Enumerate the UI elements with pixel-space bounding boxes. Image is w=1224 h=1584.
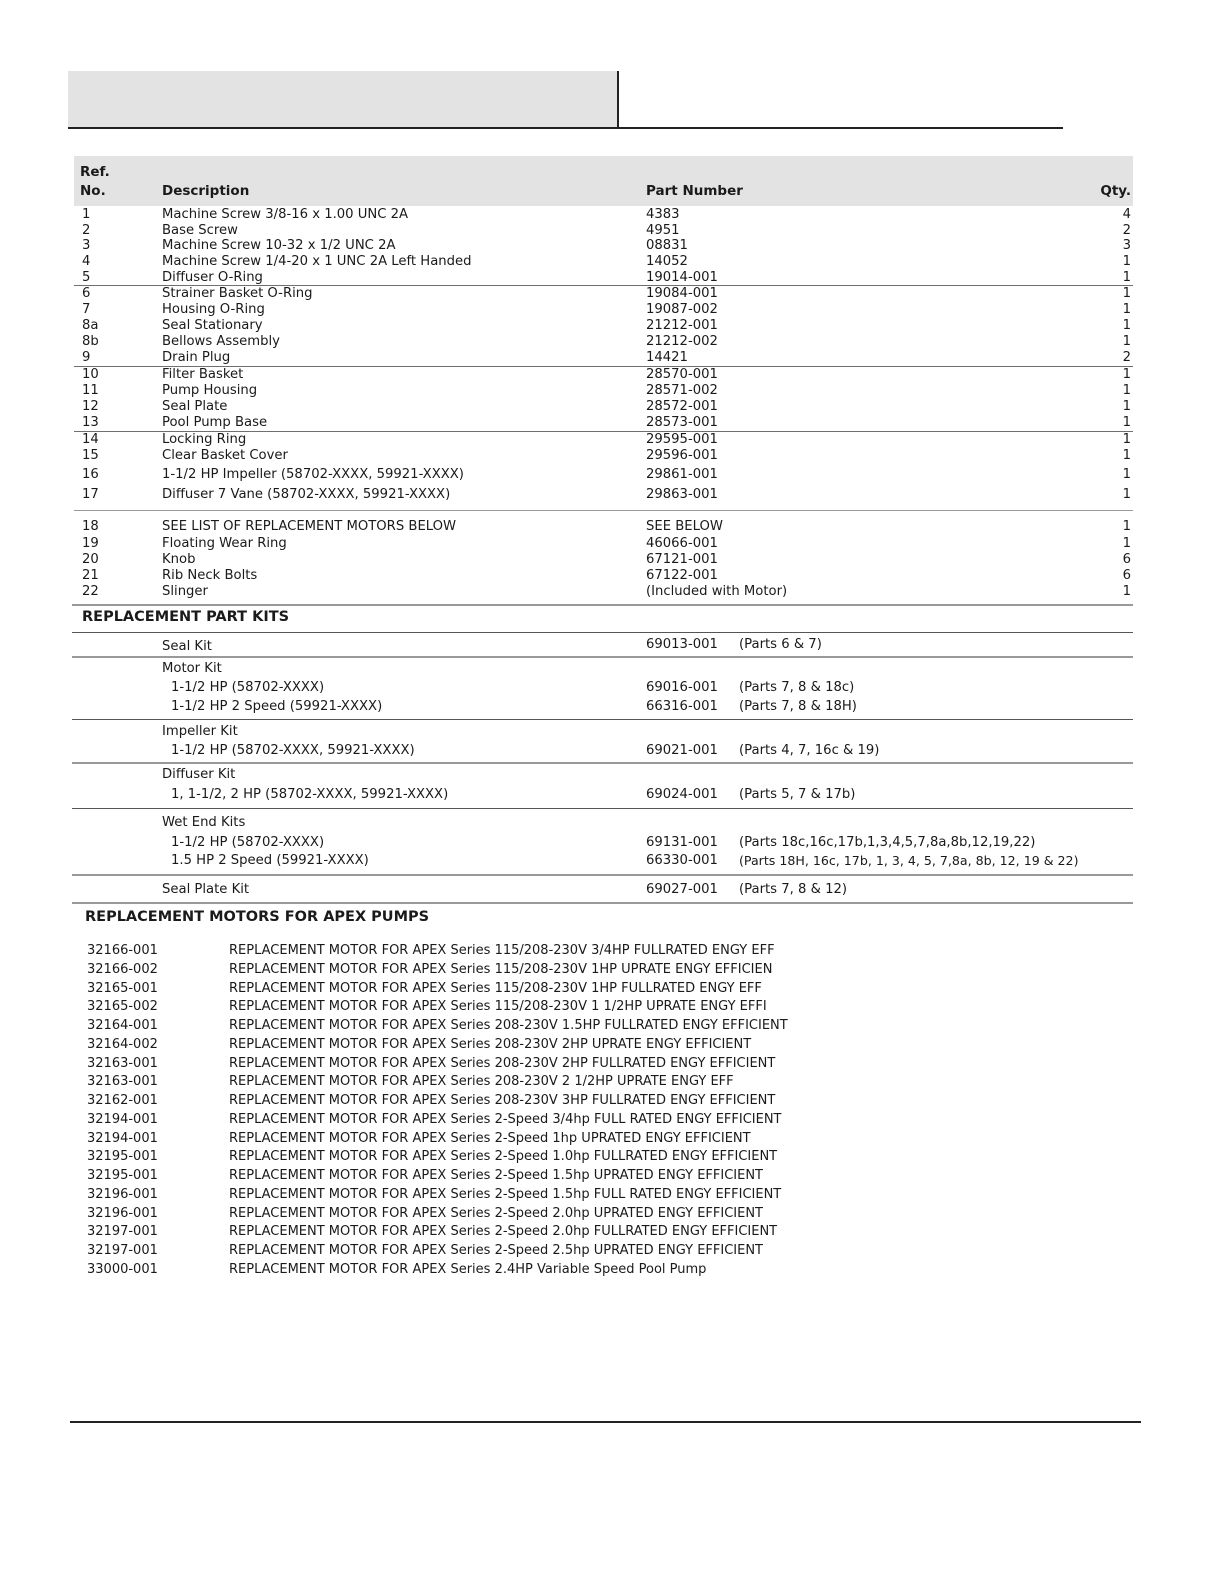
motor-row — [87, 1243, 788, 1262]
part-number-cell: 19087-002 — [646, 302, 718, 318]
motor-description: REPLACEMENT MOTOR FOR APEX Series 2-Speed 2.5hp UPRATED ENGY EFFICIENT — [229, 1243, 763, 1258]
part-number-cell: 29596-001 — [646, 448, 718, 464]
part-number-cell: 28573-001 — [646, 415, 718, 431]
description-cell: Diffuser O-Ring — [162, 269, 263, 285]
description-cell: 1-1/2 HP Impeller (58702-XXXX, 59921-XXXX) — [162, 466, 464, 482]
kit-item-parts: (Parts 4, 7, 16c & 19) — [739, 743, 880, 758]
ref-cell: 19 — [82, 536, 99, 552]
kit-name-diffuser: Diffuser Kit — [162, 767, 236, 782]
kit-item-label: 1-1/2 HP (58702-XXXX, 59921-XXXX) — [171, 743, 415, 758]
description-cell: Pool Pump Base — [162, 415, 268, 431]
part-number-cell: SEE BELOW — [646, 519, 723, 535]
kit-item-number: 69021-001 — [646, 743, 718, 758]
qty-cell: 3 — [1122, 238, 1131, 254]
part-number-cell: 28571-002 — [646, 383, 718, 399]
kit-name-motor: Motor Kit — [162, 661, 222, 676]
description-cell: Filter Basket — [162, 367, 244, 383]
part-number-cell: 67121-001 — [646, 552, 718, 568]
ref-cell: 21 — [82, 568, 99, 584]
kit-rule — [72, 762, 1133, 764]
motor-description: REPLACEMENT MOTOR FOR APEX Series 115/208-230V 1 1/2HP UPRATE ENGY EFFI — [229, 999, 767, 1015]
motor-row — [87, 1074, 788, 1093]
qty-cell: 2 — [1122, 222, 1131, 238]
header-ref-line2: No. — [80, 183, 106, 199]
description-cell: Rib Neck Bolts — [162, 568, 258, 584]
kit-rule — [72, 808, 1133, 809]
parts-row — [74, 518, 1133, 536]
qty-cell: 6 — [1122, 552, 1131, 568]
ref-cell: 16 — [82, 466, 99, 482]
parts-row — [74, 552, 1133, 568]
part-number-cell: 21212-002 — [646, 334, 718, 350]
kit-item-parts: (Parts 18c,16c,17b,1,3,4,5,7,8a,8b,12,19,22) — [739, 835, 1036, 850]
motor-row — [87, 1206, 788, 1225]
motor-list — [87, 943, 788, 1281]
motor-part-number: 32194-001 — [87, 1130, 158, 1146]
description-cell: Drain Plug — [162, 350, 231, 366]
qty-cell: 1 — [1122, 269, 1131, 285]
motor-part-number: 32162-001 — [87, 1093, 158, 1108]
kit-item-label: 1-1/2 HP (58702-XXXX) — [171, 680, 325, 695]
kit-rule — [72, 656, 1133, 658]
description-cell: Base Screw — [162, 222, 238, 238]
motor-part-number: 32196-001 — [87, 1186, 158, 1202]
description-cell: Strainer Basket O-Ring — [162, 286, 313, 302]
motor-part-number: 32164-002 — [87, 1036, 158, 1052]
description-cell: Slinger — [162, 584, 208, 600]
description-cell: Locking Ring — [162, 432, 247, 448]
motor-row — [87, 1224, 788, 1243]
parts-row — [74, 367, 1133, 383]
ref-cell: 8b — [82, 334, 99, 350]
kits-title-rule — [72, 632, 1133, 633]
ref-cell: 9 — [82, 350, 91, 366]
motor-row — [87, 1093, 788, 1112]
ref-cell: 1 — [82, 207, 91, 223]
description-cell: Bellows Assembly — [162, 334, 280, 350]
motor-description: REPLACEMENT MOTOR FOR APEX Series 2-Speed 2.0hp FULLRATED ENGY EFFICIENT — [229, 1224, 778, 1240]
parts-row — [74, 465, 1133, 484]
parts-row — [74, 207, 1133, 223]
qty-cell: 1 — [1122, 367, 1131, 383]
motor-description: REPLACEMENT MOTOR FOR APEX Series 208-230V 3HP FULLRATED ENGY EFFICIENT — [229, 1093, 776, 1108]
part-number-cell: 14421 — [646, 350, 688, 366]
motor-description: REPLACEMENT MOTOR FOR APEX Series 2-Speed 1.5hp FULL RATED ENGY EFFICIENT — [229, 1186, 782, 1202]
part-number-cell: 4951 — [646, 222, 680, 238]
description-cell: Machine Screw 1/4-20 x 1 UNC 2A Left Handed — [162, 253, 472, 269]
motor-part-number: 32166-001 — [87, 943, 158, 958]
qty-cell: 4 — [1122, 207, 1131, 223]
description-cell: Clear Basket Cover — [162, 448, 288, 464]
parts-row — [74, 485, 1133, 511]
kit-item-parts: (Parts 5, 7 & 17b) — [739, 787, 856, 802]
kit-name-seal-plate: Seal Plate Kit — [162, 882, 250, 897]
header-ref-line1: Ref. — [80, 164, 110, 180]
motor-description: REPLACEMENT MOTOR FOR APEX Series 2.4HP Variable Speed Pool Pump — [229, 1261, 707, 1277]
motor-part-number: 32165-001 — [87, 980, 158, 996]
qty-cell: 1 — [1122, 399, 1131, 415]
kit-item-label: 1-1/2 HP 2 Speed (59921-XXXX) — [171, 699, 383, 714]
motor-part-number: 32163-001 — [87, 1074, 158, 1090]
header-part-number: Part Number — [646, 183, 743, 199]
kit-item-number: 66316-001 — [646, 699, 718, 714]
parts-row — [74, 399, 1133, 415]
part-number-cell: 14052 — [646, 253, 688, 269]
ref-cell: 20 — [82, 552, 99, 568]
motor-part-number: 32194-001 — [87, 1111, 158, 1127]
ref-cell: 17 — [82, 486, 99, 502]
part-number-cell: 28570-001 — [646, 367, 718, 383]
motor-description: REPLACEMENT MOTOR FOR APEX Series 2-Speed 1.0hp FULLRATED ENGY EFFICIENT — [229, 1149, 778, 1165]
header-description: Description — [162, 183, 250, 199]
ref-cell: 13 — [82, 415, 99, 431]
motor-part-number: 32195-001 — [87, 1149, 158, 1165]
header-rule — [68, 127, 1063, 129]
kits-top-rule — [72, 604, 1133, 606]
motor-row — [87, 981, 788, 1000]
qty-cell: 1 — [1122, 584, 1131, 600]
motor-description: REPLACEMENT MOTOR FOR APEX Series 2-Speed 3/4hp FULL RATED ENGY EFFICIENT — [229, 1111, 782, 1127]
parts-row — [74, 383, 1133, 399]
part-number-cell: 28572-001 — [646, 399, 718, 415]
part-number-cell: 67122-001 — [646, 568, 718, 584]
ref-cell: 7 — [82, 302, 91, 318]
description-cell: Diffuser 7 Vane (58702-XXXX, 59921-XXXX) — [162, 486, 451, 502]
kit-number-seal-plate: 69027-001 — [646, 882, 718, 897]
parts-row — [74, 432, 1133, 448]
ref-cell: 8a — [82, 318, 99, 334]
kit-item-number: 66330-001 — [646, 853, 718, 868]
kit-item-parts: (Parts 18H, 16c, 17b, 1, 3, 4, 5, 7,8a, 8b, 12, 19 & 22) — [739, 853, 1079, 868]
qty-cell: 1 — [1122, 519, 1131, 535]
motor-part-number: 32163-001 — [87, 1055, 158, 1071]
motor-description: REPLACEMENT MOTOR FOR APEX Series 115/208-230V 3/4HP FULLRATED ENGY EFF — [229, 943, 775, 958]
ref-cell: 6 — [82, 286, 91, 302]
ref-cell: 14 — [82, 432, 99, 448]
description-cell: Housing O-Ring — [162, 302, 265, 318]
qty-cell: 1 — [1122, 253, 1131, 269]
part-number-cell: 46066-001 — [646, 536, 718, 552]
footer-rule — [70, 1421, 1141, 1423]
kit-parts-seal: (Parts 6 & 7) — [739, 637, 822, 652]
motor-part-number: 32164-001 — [87, 1018, 158, 1033]
part-number-cell: 29861-001 — [646, 466, 718, 482]
parts-table-header — [74, 156, 1133, 206]
motor-description: REPLACEMENT MOTOR FOR APEX Series 115/208-230V 1HP UPRATE ENGY EFFICIEN — [229, 961, 773, 977]
motor-row — [87, 1056, 788, 1075]
part-number-cell: (Included with Motor) — [646, 584, 788, 600]
motor-part-number: 32197-001 — [87, 1224, 158, 1240]
ref-cell: 15 — [82, 448, 99, 464]
ref-cell: 11 — [82, 383, 99, 399]
parts-row — [74, 415, 1133, 432]
ref-cell: 5 — [82, 269, 91, 285]
qty-cell: 1 — [1122, 536, 1131, 552]
part-number-cell: 21212-001 — [646, 318, 718, 334]
parts-row — [74, 223, 1133, 239]
ref-cell: 10 — [82, 367, 99, 383]
kit-parts-seal-plate: (Parts 7, 8 & 12) — [739, 882, 847, 897]
ref-cell: 12 — [82, 399, 99, 415]
kit-number-seal: 69013-001 — [646, 637, 718, 652]
kit-name-seal: Seal Kit — [162, 639, 212, 654]
parts-row — [74, 568, 1133, 584]
ref-cell: 3 — [82, 238, 91, 254]
description-cell: Machine Screw 3/8-16 x 1.00 UNC 2A — [162, 207, 409, 223]
ref-cell: 22 — [82, 584, 99, 600]
qty-cell: 1 — [1122, 448, 1131, 464]
header-title-block — [68, 71, 618, 128]
motors-title: REPLACEMENT MOTORS FOR APEX PUMPS — [85, 909, 430, 925]
motor-description: REPLACEMENT MOTOR FOR APEX Series 208-230V 2HP FULLRATED ENGY EFFICIENT — [229, 1055, 776, 1071]
motor-description: REPLACEMENT MOTOR FOR APEX Series 208-230V 1.5HP FULLRATED ENGY EFFICIENT — [229, 1018, 788, 1033]
kits-title: REPLACEMENT PART KITS — [82, 609, 290, 625]
motor-description: REPLACEMENT MOTOR FOR APEX Series 2-Speed 2.0hp UPRATED ENGY EFFICIENT — [229, 1205, 763, 1221]
description-cell: Seal Stationary — [162, 318, 263, 334]
kit-item-number: 69131-001 — [646, 835, 718, 850]
qty-cell: 1 — [1122, 286, 1131, 302]
motor-row — [87, 999, 788, 1018]
parts-row — [74, 334, 1133, 350]
parts-row — [74, 286, 1133, 302]
part-number-cell: 29863-001 — [646, 486, 718, 502]
motor-part-number: 32196-001 — [87, 1205, 158, 1221]
kit-name-wet-end: Wet End Kits — [162, 815, 246, 830]
motor-row — [87, 943, 788, 962]
kit-item-parts: (Parts 7, 8 & 18c) — [739, 680, 855, 695]
qty-cell: 1 — [1122, 415, 1131, 431]
ref-cell: 18 — [82, 519, 99, 535]
parts-row — [74, 238, 1133, 254]
description-cell: Floating Wear Ring — [162, 536, 287, 552]
qty-cell: 1 — [1122, 466, 1131, 482]
qty-cell: 2 — [1122, 350, 1131, 366]
motor-description: REPLACEMENT MOTOR FOR APEX Series 2-Speed 1.5hp UPRATED ENGY EFFICIENT — [229, 1168, 763, 1183]
parts-row — [74, 536, 1133, 552]
motor-row — [87, 1112, 788, 1131]
motor-row — [87, 962, 788, 981]
parts-row — [74, 318, 1133, 334]
kit-rule — [72, 902, 1133, 904]
part-number-cell: 29595-001 — [646, 432, 718, 448]
motor-row — [87, 1018, 788, 1037]
description-cell: Seal Plate — [162, 399, 228, 415]
kit-item-parts: (Parts 7, 8 & 18H) — [739, 699, 857, 714]
part-number-cell: 19084-001 — [646, 286, 718, 302]
motor-part-number: 33000-001 — [87, 1261, 158, 1277]
motor-row — [87, 1149, 788, 1168]
parts-row — [74, 254, 1133, 270]
parts-rows — [74, 206, 1133, 600]
header-qty: Qty. — [1100, 183, 1131, 199]
motor-part-number: 32166-002 — [87, 961, 158, 977]
part-number-cell: 4383 — [646, 207, 680, 223]
motor-row — [87, 1262, 788, 1281]
qty-cell: 1 — [1122, 302, 1131, 318]
motor-row — [87, 1168, 788, 1187]
motor-description: REPLACEMENT MOTOR FOR APEX Series 208-230V 2 1/2HP UPRATE ENGY EFF — [229, 1074, 734, 1090]
motor-part-number: 32197-001 — [87, 1243, 158, 1258]
parts-row — [74, 350, 1133, 367]
motor-row — [87, 1037, 788, 1056]
part-number-cell: 19014-001 — [646, 269, 718, 285]
description-cell: Knob — [162, 552, 196, 568]
qty-cell: 6 — [1122, 568, 1131, 584]
kit-rule — [72, 874, 1133, 876]
motor-row — [87, 1187, 788, 1206]
qty-cell: 1 — [1122, 334, 1131, 350]
kit-item-label: 1.5 HP 2 Speed (59921-XXXX) — [171, 853, 369, 868]
description-cell: Machine Screw 10-32 x 1/2 UNC 2A — [162, 238, 396, 254]
kit-rule — [72, 719, 1133, 720]
parts-row — [74, 302, 1133, 318]
qty-cell: 1 — [1122, 486, 1131, 502]
qty-cell: 1 — [1122, 383, 1131, 399]
kit-item-number: 69024-001 — [646, 787, 718, 802]
description-cell: SEE LIST OF REPLACEMENT MOTORS BELOW — [162, 519, 457, 535]
kit-item-number: 69016-001 — [646, 680, 718, 695]
motor-part-number: 32165-002 — [87, 999, 158, 1015]
motor-row — [87, 1131, 788, 1150]
part-number-cell: 08831 — [646, 238, 688, 254]
header-divider — [617, 71, 619, 128]
parts-row — [74, 448, 1133, 464]
motor-description: REPLACEMENT MOTOR FOR APEX Series 115/208-230V 1HP FULLRATED ENGY EFF — [229, 980, 762, 996]
qty-cell: 1 — [1122, 318, 1131, 334]
kit-name-impeller: Impeller Kit — [162, 724, 238, 739]
qty-cell: 1 — [1122, 432, 1131, 448]
motor-part-number: 32195-001 — [87, 1168, 158, 1183]
parts-row — [74, 269, 1133, 286]
parts-table — [74, 156, 1133, 600]
kit-item-label: 1, 1-1/2, 2 HP (58702-XXXX, 59921-XXXX) — [171, 787, 449, 802]
ref-cell: 4 — [82, 253, 91, 269]
motor-description: REPLACEMENT MOTOR FOR APEX Series 208-230V 2HP UPRATE ENGY EFFICIENT — [229, 1036, 752, 1052]
motor-description: REPLACEMENT MOTOR FOR APEX Series 2-Speed 1hp UPRATED ENGY EFFICIENT — [229, 1130, 751, 1146]
description-cell: Pump Housing — [162, 383, 258, 399]
parts-row — [74, 584, 1133, 600]
kit-item-label: 1-1/2 HP (58702-XXXX) — [171, 835, 325, 850]
ref-cell: 2 — [82, 222, 91, 238]
